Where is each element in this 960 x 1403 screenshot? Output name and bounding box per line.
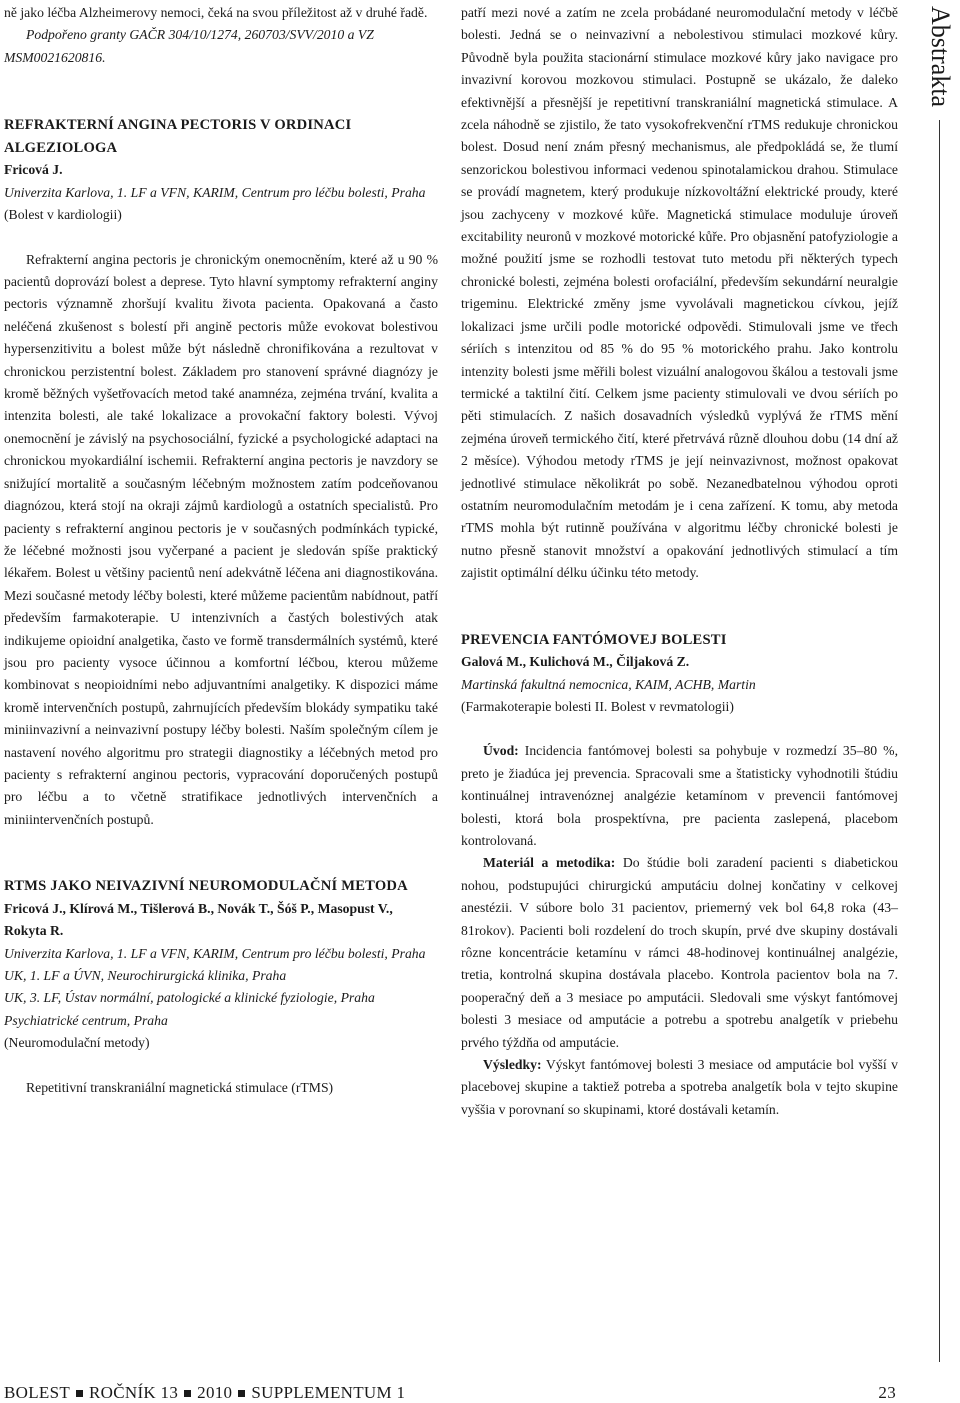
abstract-affiliation-phantom: Martinská fakultná nemocnica, KAIM, ACHB, Martin bbox=[461, 676, 756, 692]
abstract-title-rtms: RTMS JAKO NEIVAZIVNÍ NEUROMODULAČNÍ METODA bbox=[4, 878, 408, 895]
methods-text: Do štúdie boli zaradení pacienti s diabetickou nohou, podstupujúci chirurgickú amputáciu dolnej končatiny v celkovej anestézii. V súbore bolo 31 pacientov, priemerný vek bol 64,8 roka (43–81rokov). Pacienti boli rozdelení do troch skupín, prvé dve skupiny dostávali rôzne koncentrácie ketamínu v rámci 48-hodinovej kontinuálnej analgézie, tretia, kontrolná skupina dostávala placebo. Kontrola pacientov bola na 7. pooperačný deň a 3 mesiace po amputácii. Sledovali sme výskyt fantómovej bolesti 3 mesiace od amputácie a potrebu a spotrebu analgetík v priebehu prvého týždňa od amputácie. bbox=[461, 855, 898, 1050]
side-divider bbox=[939, 120, 940, 1362]
abstract-session-phantom: (Farmakoterapie bolesti II. Bolest v revmatologii) bbox=[461, 698, 734, 714]
left-column bbox=[4, 2, 438, 1099]
side-tab bbox=[916, 0, 960, 1362]
section-label-abstrakta: Abstrakta bbox=[926, 6, 955, 108]
abstract-body-angina: Refrakterní angina pectoris je chronickým onemocněním, které až u 90 % pacientů doprovází bolest a deprese. Tyto hlavní symptomy refrakterní anginy pectoris významně zhoršují kvalitu života pacienta. Opakovaná a často neléčená zkušenost s bolestí při angině pectoris může evokovat bolestivou hypersenzitivitu a bolest může být následně chronifikována a rezultovat v chronickou perzistentní bolest. Základem pro stanovení správné diagnózy je kromě běžných vyšetřovacích metod také anamnéza, zejména trvání, kvalita a intenzita bolesti, ale také lokalizace a provokační faktory bolesti. Vývoj onemocnění je závislý na psychosociální, fyzické a psychologické adaptaci na chronickou myokardiální ischemii. Refrakterní angina pectoris je navzdory se snižující mortalitě a současným léčebným možnostem zatím podceňovanou diagnózou, která stojí na okraji zájmů kardiologů a ostatních specialistů. Pro pacienty s refrakterní anginou pectoris je v současných podmínkách typické, že léčebné možnosti jsou vyčerpané a pacient je sledován spíše praktický lékařem. Bolest u většiny pacientů není adekvátně léčena ani diagnostikována. Mezi současné metody léčby bolesti, které můžeme pacientům nabídnout, patří především farmakoterapie. U intenzivních a častých bolestivých atak indikujeme opioidní analgetika, často ve formě transdermálních systémů, které jsou pro pacienty vysoce účinnou a komfortní léčbou, kterou můžeme kombinovat s neopioidními nebo adjuvantními analgetiky. K dispozici máme kromě intervenčních postupů, zahrnujících především blokády sympatiku také miniinvazivní a neinvazivní postupy léčby bolesti. Naším společným cílem je nastavení nového algoritmu pro strategii diagnostiky a léčebných metod pro pacienty s refrakterní anginou pectoris, vypracování doporučených postupů pro léčbu a to včetně stratifikace jednotlivých intervenčních a miniintervenčních postupů. bbox=[4, 251, 438, 827]
page-footer bbox=[4, 1383, 896, 1403]
abstract-body-rtms-start: Repetitivní transkraniální magnetická stimulace (rTMS) bbox=[26, 1079, 334, 1095]
footer-square-icon bbox=[238, 1390, 245, 1397]
abstract-session-angina: (Bolest v kardiologii) bbox=[4, 207, 122, 223]
grant-note: Podpořeno granty GAČR 304/10/1274, 260703/SVV/2010 a VZ MSM0021620816. bbox=[4, 27, 374, 65]
continued-text: ně jako léčba Alzheimerovy nemoci, čeká na svou příležitost až v druhé řadě. bbox=[4, 5, 428, 20]
results-text: Výskyt fantómovej bolesti 3 mesiace od amputácie bol vyšší v placebovej skupine a taktiež potreba a spotreba analgetík bola v tejto skupine vyššia v porovnaní so skupinami, ktoré dostávali ketamín. bbox=[461, 1057, 898, 1117]
abstract-authors-rtms: Fricová J., Klírová M., Tišlerová B., Novák T., Šóš P., Masopust V., Rokyta R. bbox=[4, 900, 393, 939]
page-number: 23 bbox=[878, 1383, 896, 1402]
footer-square-icon bbox=[76, 1390, 83, 1397]
results-label: Výsledky: bbox=[483, 1057, 542, 1073]
abstract-session-rtms: (Neuromodulační metody) bbox=[4, 1035, 150, 1051]
abstract-affiliation-rtms-4: Psychiatrické centrum, Praha bbox=[4, 1012, 168, 1028]
abstract-title-phantom: PREVENCIA FANTÓMOVEJ BOLESTI bbox=[461, 631, 727, 648]
abstract-title-angina: REFRAKTERNÍ ANGINA PECTORIS V ORDINACI ALGEZIOLOGA bbox=[4, 117, 352, 156]
footer-year: 2010 bbox=[197, 1383, 233, 1402]
footer-journal: BOLEST bbox=[4, 1383, 71, 1402]
footer-square-icon bbox=[184, 1390, 191, 1397]
footer-supplement: SUPPLEMENTUM 1 bbox=[251, 1383, 406, 1402]
abstract-body-rtms-continued: patří mezi nové a zatím ne zcela probádané neuromodulační metody v léčbě bolesti. Jedná se o neinvazivní a nebolestivou stimulaci mozkové kůry. Původně byla použita stacionární stimulace mozkové kůry jako navigace pro invazivní korovou mozkovou stimulaci. Postupně se ukázalo, že daleko efektivnější a přesnější je repetitivní transkraniální magnetická stimulace. A zcela náhodně se zjistilo, že tato vysokofrekvenční rTMS redukuje chronickou bolest. Dosud není znám přesný mechanismus, ale předpokládá se, že tlumí senzorickou bolestivou informaci vedenou spinotalamickou drahou. Stimulace se provádí magnetem, který produkuje nízkovoltážní elektrické proudy, které jsou zachyceny v mozkové kůře. Magnetická stimulace moduluje úroveň excitability neuronů v mozkové motorické kůře. Pro objasnění patofyziologie a možné použití jsme se rozhodli testovat tuto metodu při některých typech chronické bolesti, zejména bolesti orofaciální, především sekundární neuralgie trigeminu. Elektrické změny jsme vyvolávali magnetickou cívkou, jejíž lokalizaci jsme určili podle motorické odpovědi. Stimulovali jsme ve třech sériích s intenzitou od 85 % do 95 % motorického prahu. Jako kontrolu intenzity bolesti jsme měřili bolest vizuální analogovou škálou a testovali jsme termické a taktilní čití. Celkem jsme pacienty stimulovali ve dvou sériích po pěti stimulacích. Z našich dosavadních výsledků vyplývá že rTMS mění zejména úroveň termického čití, které přetrvává různě dlouhou dobu (14 dní až 2 měsíce). Výhodou metody rTMS je její neinvazivnost, možnost opakovat jednotlivé stimulace několikrát po sobě. Nezanedbatelnou výhodou oproti ostatním neuromodulačním metodám je i cena zařízení. K tomu, aby metoda rTMS mohla být rutinně používána v algoritmu léčby chronické bolesti je nutno přesně stanovit množství a opakování jednotlivých stimulací a tím zajistit optimální délku účinku této metody. bbox=[461, 5, 898, 581]
abstract-authors-phantom: Galová M., Kulichová M., Čiljaková Z. bbox=[461, 654, 690, 670]
right-column bbox=[461, 2, 898, 1121]
intro-label: Úvod: bbox=[483, 743, 519, 759]
abstract-affiliation-angina: Univerzita Karlova, 1. LF a VFN, KARIM, Centrum pro léčbu bolesti, Praha bbox=[4, 184, 426, 200]
abstract-affiliation-rtms-2: UK, 1. LF a ÚVN, Neurochirurgická klinika, Praha bbox=[4, 968, 287, 983]
abstract-affiliation-rtms-3: UK, 3. LF, Ústav normální, patologické a klinické fyziologie, Praha bbox=[4, 990, 375, 1006]
abstract-methods-phantom bbox=[461, 852, 898, 1054]
footer-volume: ROČNÍK 13 bbox=[89, 1383, 179, 1402]
abstract-affiliation-rtms-1: Univerzita Karlova, 1. LF a VFN, KARIM, Centrum pro léčbu bolesti, Praha bbox=[4, 945, 426, 961]
abstract-intro-phantom bbox=[461, 740, 898, 852]
intro-text: Incidencia fantómovej bolesti sa pohybuje v rozmedzí 35–80 %, preto je žiadúca jej prevencia. Spracovali sme a štatisticky vyhodnotili štúdiu kontinuálnej intravenóznej analgézie ketamínom v prevencii fantómovej bolesti, ktorá bola prospektívna, pre pacienta zaslepená, placebom kontrolovaná. bbox=[461, 743, 898, 848]
methods-label: Materiál a metodika: bbox=[483, 855, 616, 871]
abstract-authors-angina: Fricová J. bbox=[4, 162, 63, 178]
abstract-results-phantom bbox=[461, 1054, 898, 1121]
